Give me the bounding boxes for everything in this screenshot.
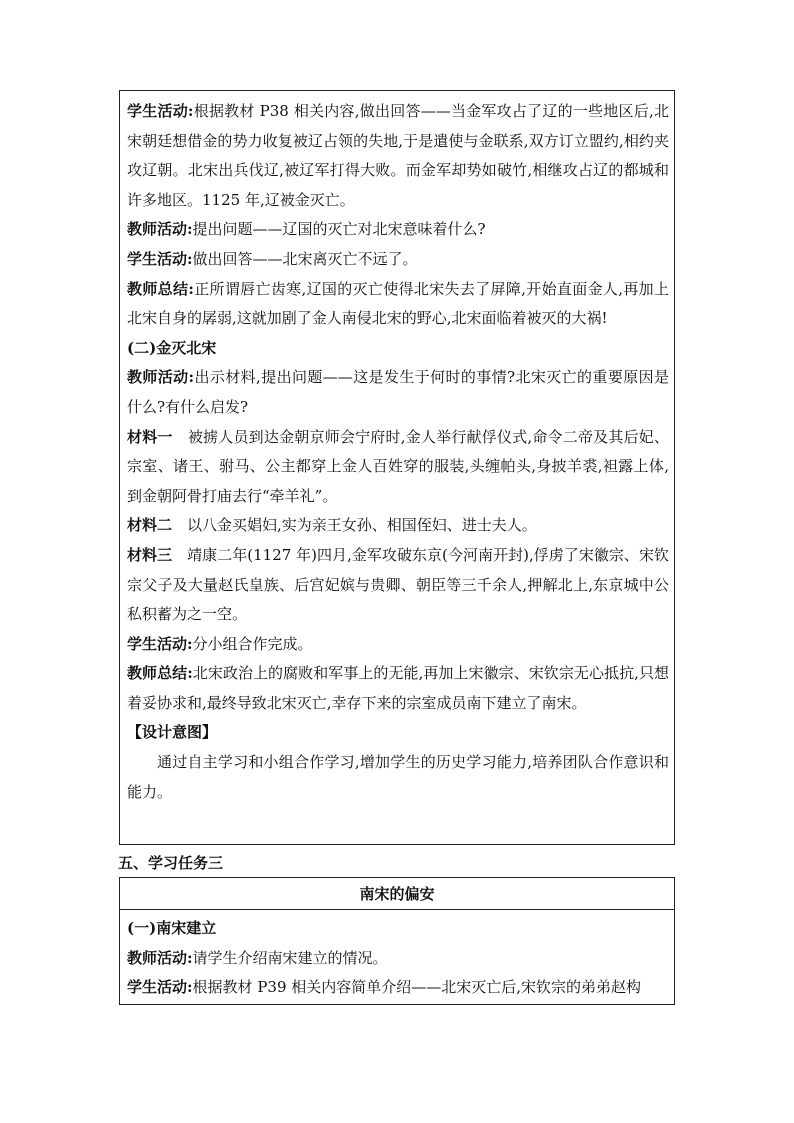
teacher-summary-paragraph: 教师总结:北宋政治上的腐败和军事上的无能,再加上宋徽宗、宋钦宗无心抵抗,只想着妥协求和,最终导致北宋灭亡,幸存下来的宗室成员南下建立了南宋。 bbox=[127, 664, 669, 712]
material-one-paragraph: 材料一 被掳人员到达金朝京师会宁府时,金人举行献俘仪式,命令二帝及其后妃、宗室、诸王、驸马、公主都穿上金人百姓穿的服装,头缠帕头,身披羊裘,袒露上体,到金朝阿骨打庙去行“牵羊礼”。 bbox=[127, 427, 669, 505]
teacher-activity-paragraph: 教师活动:提出问题——辽国的灭亡对北宋意味着什么? bbox=[127, 220, 486, 239]
teacher-summary-paragraph: 教师总结:正所谓唇亡齿寒,辽国的灭亡使得北宋失去了屏障,开始直面金人,再加上北宋自身的孱弱,这就加剧了金人南侵北宋的野心,北宋面临着被灭的大祸! bbox=[127, 279, 669, 328]
lesson-table-cell-1 bbox=[119, 90, 675, 845]
design-intent-heading: 【设计意图】 bbox=[127, 723, 218, 742]
lesson-table-cell-2 bbox=[119, 909, 675, 1005]
student-activity-paragraph: 学生活动:分小组合作完成。 bbox=[127, 634, 313, 653]
subsection-heading: (一)南宋建立 bbox=[127, 919, 217, 937]
student-activity-paragraph: 学生活动:做出回答——北宋离灭亡不远了。 bbox=[127, 249, 418, 268]
material-two-paragraph: 材料二 以八金买娼妇,实为亲王女孙、相国侄妇、进士夫人。 bbox=[127, 516, 537, 535]
teacher-activity-paragraph: 教师活动:请学生介绍南宋建立的情况。 bbox=[127, 948, 388, 967]
table-header-cell bbox=[119, 877, 675, 910]
subsection-heading: (二)金灭北宋 bbox=[127, 338, 217, 357]
teacher-activity-paragraph: 教师活动:出示材料,提出问题——这是发生于何时的事情?北宋灭亡的重要原因是什么?有什么启发? bbox=[127, 368, 669, 416]
student-activity-paragraph: 学生活动:根据教材 P38 相关内容,做出回答——当金军攻占了辽的一些地区后,北宋朝廷想借金的势力收复被辽占领的失地,于是遣使与金联系,双方订立盟约,相约夹攻辽朝。北宋出兵伐辽,被辽军打得大败。而金军却势如破竹,相继攻占辽的都城和许多地区。1125 年,辽被金灭亡。 bbox=[127, 102, 669, 209]
section-heading: 五、学习任务三 bbox=[118, 854, 224, 872]
student-activity-paragraph: 学生活动:根据教材 P39 相关内容简单介绍——北宋灭亡后,宋钦宗的弟弟赵构 bbox=[127, 978, 642, 997]
material-three-paragraph: 材料三 靖康二年(1127 年)四月,金军攻破东京(今河南开封),俘虏了宋徽宗、宋钦宗父子及大量赵氏皇族、后宫妃嫔与贵卿、朝臣等三千余人,押解北上,东京城中公私积蓄为之一空。 bbox=[127, 545, 669, 624]
table-title: 南宋的偏安 bbox=[359, 885, 435, 903]
design-intent-text: 通过自主学习和小组合作学习,增加学生的历史学习能力,培养团队合作意识和能力。 bbox=[127, 753, 669, 801]
